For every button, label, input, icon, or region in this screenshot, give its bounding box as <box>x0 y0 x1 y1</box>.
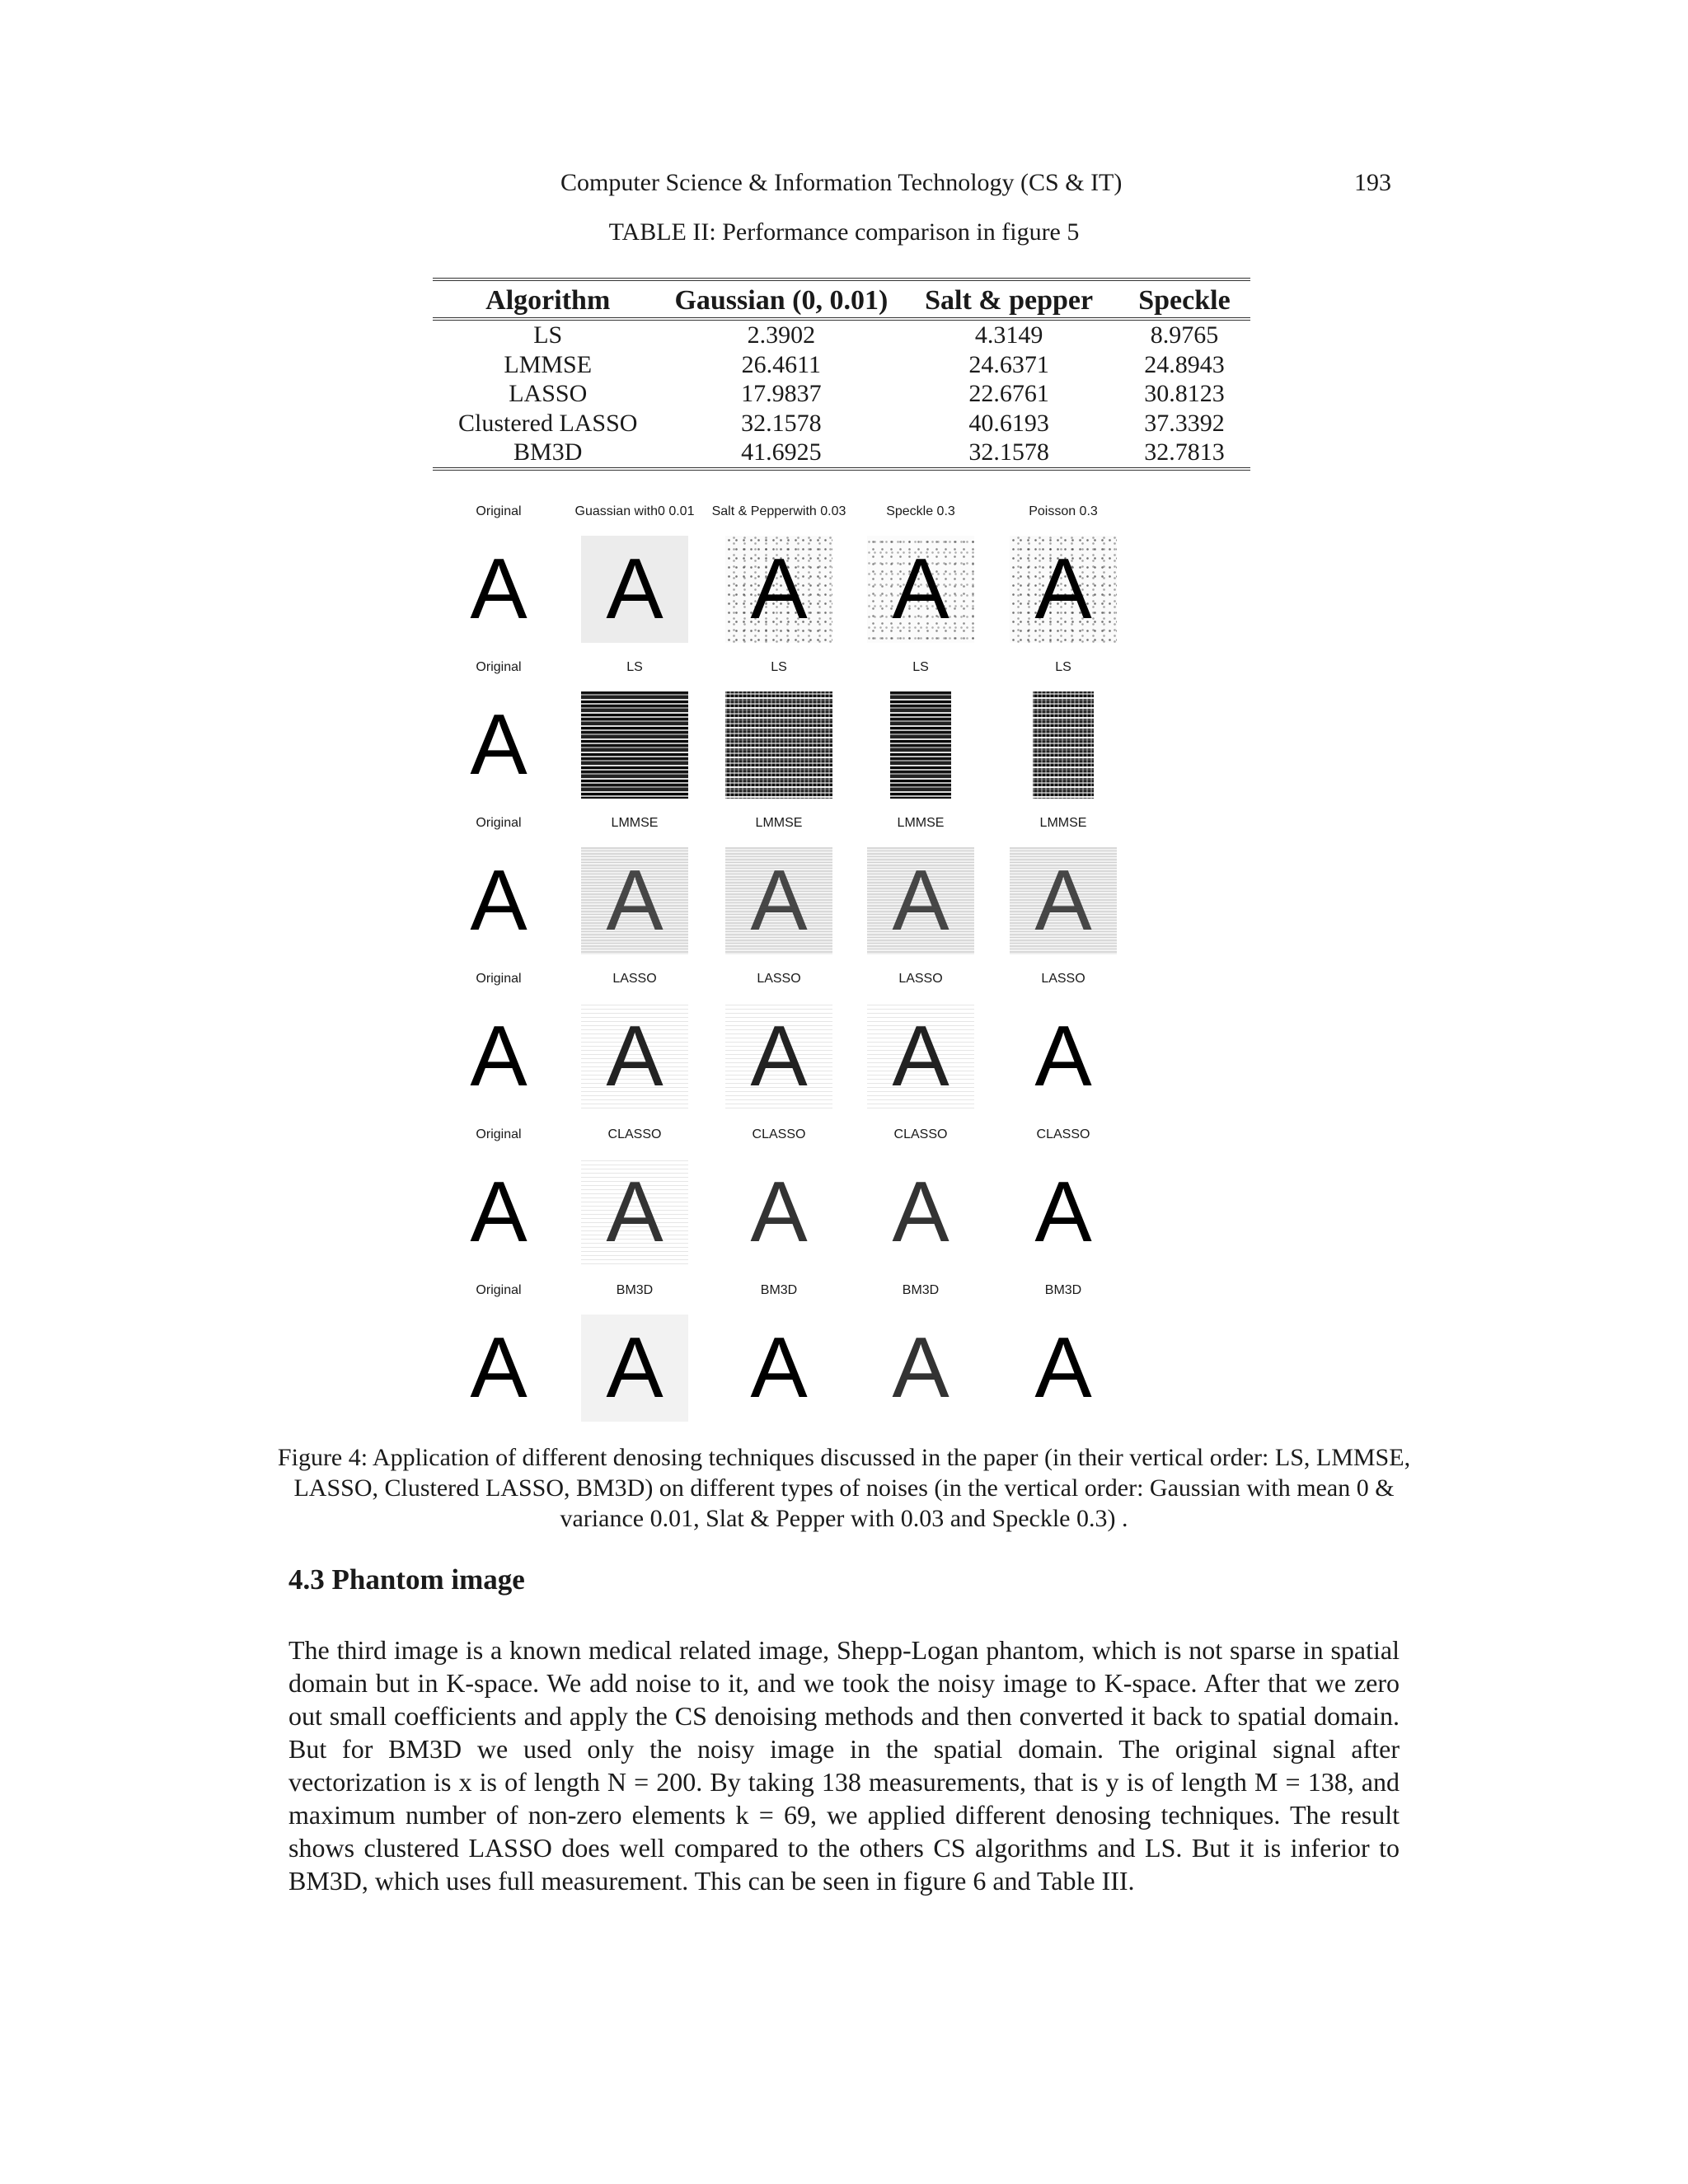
figure-label: Salt & Pepperwith 0.03 <box>711 504 846 518</box>
figure-image <box>725 847 832 954</box>
body-paragraph: The third image is a known medical related image, Shepp-Logan phantom, which is not sparse in spatial domain but in K-space. We add noise to it, and we took the noisy image to K-space. After that we zero out small coefficients and apply the CS denoising methods and then converted it back to spatial domain. But for BM3D we used only the noisy image in the spatial domain. The original signal after vectorization is x is of length N = 200. By taking 138 measurements, that is y is of length M = 138, and maximum number of non-zero elements k = 69, we applied different denosing techniques. The result shows clustered LASSO does well compared to the others CS algorithms and LS. But it is inferior to BM3D, which uses full measurement. This can be seen in figure 6 and Table III. <box>288 1635 1400 1896</box>
figure-image <box>867 536 974 643</box>
table-row <box>433 409 1250 438</box>
figure-glyph: A <box>470 1009 528 1104</box>
figure-label: Guassian with0 0.01 <box>574 504 695 518</box>
figure-label: LMMSE <box>755 816 803 830</box>
figure-label: Speckle 0.3 <box>886 504 955 518</box>
figure-image <box>867 1159 974 1266</box>
figure-image <box>445 691 552 799</box>
figure-label: LASSO <box>898 972 943 986</box>
column-header-gaussian: Gaussian (0, 0.01) <box>663 279 899 319</box>
column-header-algorithm: Algorithm <box>433 279 663 319</box>
table-cell: 41.6925 <box>741 438 822 466</box>
figure-image <box>1010 1159 1117 1266</box>
figure-glyph: A <box>892 1165 950 1260</box>
figure-label: CLASSO <box>1036 1127 1090 1141</box>
figure-glyph: A <box>470 853 528 949</box>
figure-image <box>725 1315 832 1422</box>
figure-image <box>445 536 552 643</box>
table-cell: 32.1578 <box>968 438 1049 466</box>
figure-image <box>867 1315 974 1422</box>
figure-image <box>581 536 688 643</box>
figure-glyph: A <box>750 541 808 637</box>
figure-image <box>867 847 974 954</box>
table-cell: 37.3392 <box>1144 409 1225 437</box>
figure-label: LMMSE <box>1039 816 1087 830</box>
figure-label: CLASSO <box>752 1127 806 1141</box>
figure-label: BM3D <box>1044 1283 1082 1297</box>
figure-glyph: A <box>750 1165 808 1260</box>
figure-glyph: A <box>1034 541 1092 637</box>
figure-glyph: A <box>470 1320 528 1416</box>
figure-image <box>581 1003 688 1110</box>
figure-glyph: A <box>1034 1009 1092 1104</box>
table-cell: 26.4611 <box>741 350 822 378</box>
figure-label: LS <box>771 660 787 674</box>
figure-label: Original <box>476 1127 522 1141</box>
figure-glyph: A <box>606 1320 663 1416</box>
table-cell: 17.9837 <box>741 380 822 407</box>
table-row <box>433 438 1250 469</box>
figure-label: CLASSO <box>893 1127 948 1141</box>
page-header <box>0 169 1688 202</box>
table-row <box>433 379 1250 409</box>
table-cell: 32.1578 <box>741 409 822 437</box>
figure-image <box>725 536 832 643</box>
figure-caption: Figure 4: Application of different denosing techniques discussed in the paper (in their vertical order: LS, LMMSE, LASSO, Clustered LASSO, BM3D) on different types of noises (in the vertical order: Gaussian with mean 0 & variance 0.01, Slat & Pepper with 0.03 and Speckle 0.3) . <box>277 1444 1411 1532</box>
figure-label: LMMSE <box>611 816 659 830</box>
table-cell: LASSO <box>509 380 588 407</box>
table-caption-text: TABLE II: Performance comparison in figure 5 <box>608 218 1080 246</box>
figure-glyph: A <box>892 1009 950 1104</box>
figure-glyph: A <box>892 853 950 949</box>
figure-label: CLASSO <box>607 1127 662 1141</box>
figure-glyph: A <box>606 541 663 637</box>
figure-label: LASSO <box>757 972 801 986</box>
figure-image <box>725 691 832 799</box>
figure-label: Original <box>476 972 522 986</box>
figure-glyph: A <box>606 853 663 949</box>
table-cell: 4.3149 <box>974 321 1043 349</box>
table-cell: 24.6371 <box>968 350 1049 378</box>
figure-label: LS <box>626 660 643 674</box>
running-title: Computer Science & Information Technology (CS & IT) <box>560 169 1123 196</box>
table-cell: LMMSE <box>504 350 593 378</box>
figure-image <box>1010 1315 1117 1422</box>
figure-label: LASSO <box>1041 972 1085 986</box>
figure-glyph: A <box>892 1320 950 1416</box>
figure-glyph: A <box>470 697 528 793</box>
figure-glyph: A <box>606 1165 663 1260</box>
table-row <box>433 319 1250 350</box>
figure-glyph: A <box>1034 1320 1092 1416</box>
figure-image <box>725 1003 832 1110</box>
table-cell: BM3D <box>513 438 583 466</box>
table-cell: 22.6761 <box>968 380 1049 407</box>
table-caption <box>0 218 1688 246</box>
figure-label: BM3D <box>616 1283 654 1297</box>
figure-label: Original <box>476 660 522 674</box>
figure-label: LS <box>912 660 929 674</box>
table-cell: 32.7813 <box>1144 438 1225 466</box>
figure-label: Original <box>476 816 522 830</box>
figure-label: LS <box>1055 660 1071 674</box>
figure-glyph: A <box>470 541 528 637</box>
table-cell: 2.3902 <box>747 321 816 349</box>
table-cell: 24.8943 <box>1144 350 1225 378</box>
figure-image <box>445 1315 552 1422</box>
figure-image <box>445 1003 552 1110</box>
section-heading: 4.3 Phantom image <box>288 1563 525 1596</box>
denoising-figure <box>445 504 1187 1419</box>
table-header-row <box>433 279 1250 319</box>
figure-glyph: A <box>581 1005 688 1108</box>
figure-glyph: A <box>892 541 950 637</box>
figure-image <box>1010 1003 1117 1110</box>
figure-image <box>445 1159 552 1266</box>
figure-glyph: A <box>750 853 808 949</box>
figure-image <box>1010 847 1117 954</box>
figure-image <box>725 1159 832 1266</box>
figure-label: LMMSE <box>897 816 945 830</box>
figure-image <box>890 691 951 799</box>
figure-image <box>1033 691 1094 799</box>
figure-image <box>1010 536 1117 643</box>
column-header-salt-pepper: Salt & pepper <box>899 279 1118 319</box>
figure-label: Original <box>476 504 522 518</box>
figure-label: BM3D <box>760 1283 798 1297</box>
table-row <box>433 350 1250 380</box>
figure-image <box>867 1003 974 1110</box>
performance-table <box>433 278 1250 471</box>
figure-glyph: A <box>470 1165 528 1260</box>
table-cell: 8.9765 <box>1150 321 1219 349</box>
table-cell: 30.8123 <box>1144 380 1225 407</box>
figure-label: Original <box>476 1283 522 1297</box>
figure-label: Poisson 0.3 <box>1029 504 1098 518</box>
figure-image <box>581 1159 688 1266</box>
figure-glyph: A <box>1034 853 1092 949</box>
column-header-speckle: Speckle <box>1118 279 1250 319</box>
figure-image <box>581 847 688 954</box>
figure-glyph: A <box>750 1320 808 1416</box>
table-cell: LS <box>533 321 563 349</box>
figure-glyph: A <box>1034 1165 1092 1260</box>
figure-image <box>581 1315 688 1422</box>
page-number: 193 <box>1354 169 1391 196</box>
figure-label: BM3D <box>902 1283 940 1297</box>
figure-label: LASSO <box>612 972 657 986</box>
figure-image <box>445 847 552 954</box>
table-cell: 40.6193 <box>968 409 1049 437</box>
figure-glyph: A <box>725 1005 832 1108</box>
table-cell: Clustered LASSO <box>457 409 638 437</box>
figure-image <box>581 691 688 799</box>
